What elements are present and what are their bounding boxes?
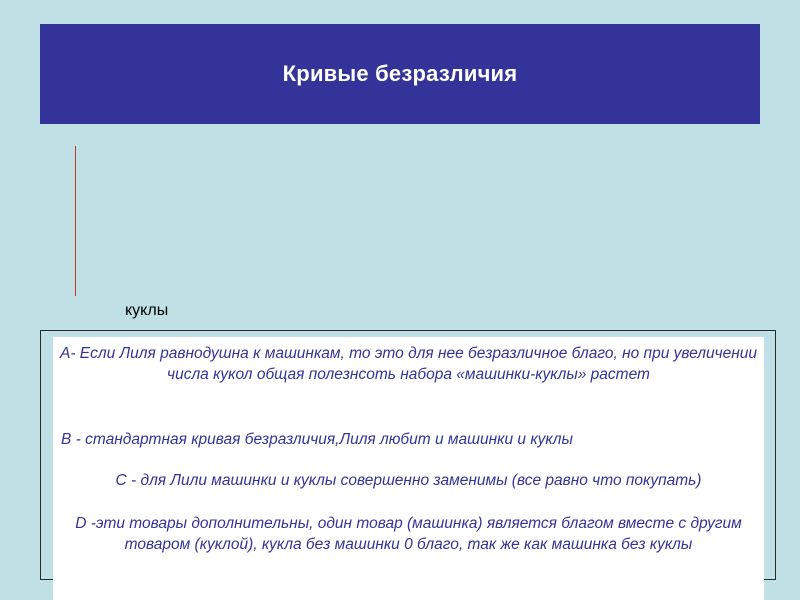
paragraph-a: А- Если Лиля равнодушна к машинкам, то это для нее безразличное благо, но при увеличении числа кукол общая полезнсоть набора «машинки-куклы» растет [59,345,758,383]
title-bar [40,24,760,124]
slide-title: Кривые безразличия [282,61,518,86]
graph-axis-label: куклы [125,302,169,319]
content-card [53,337,764,600]
paragraph-b: В - стандартная кривая безразличия,Лиля любит и машинки и куклы [61,431,573,448]
paragraph-d: D -эти товары дополнительны, один товар (машинка) является благом вместе с другим товаром (куклой), кукла без машинки 0 благо, так же как машинка без куклы [75,515,742,553]
graph-vertical-axis [75,146,76,296]
paragraph-c: С - для Лили машинки и куклы совершенно заменимы (все равно что покупать) [115,472,702,489]
